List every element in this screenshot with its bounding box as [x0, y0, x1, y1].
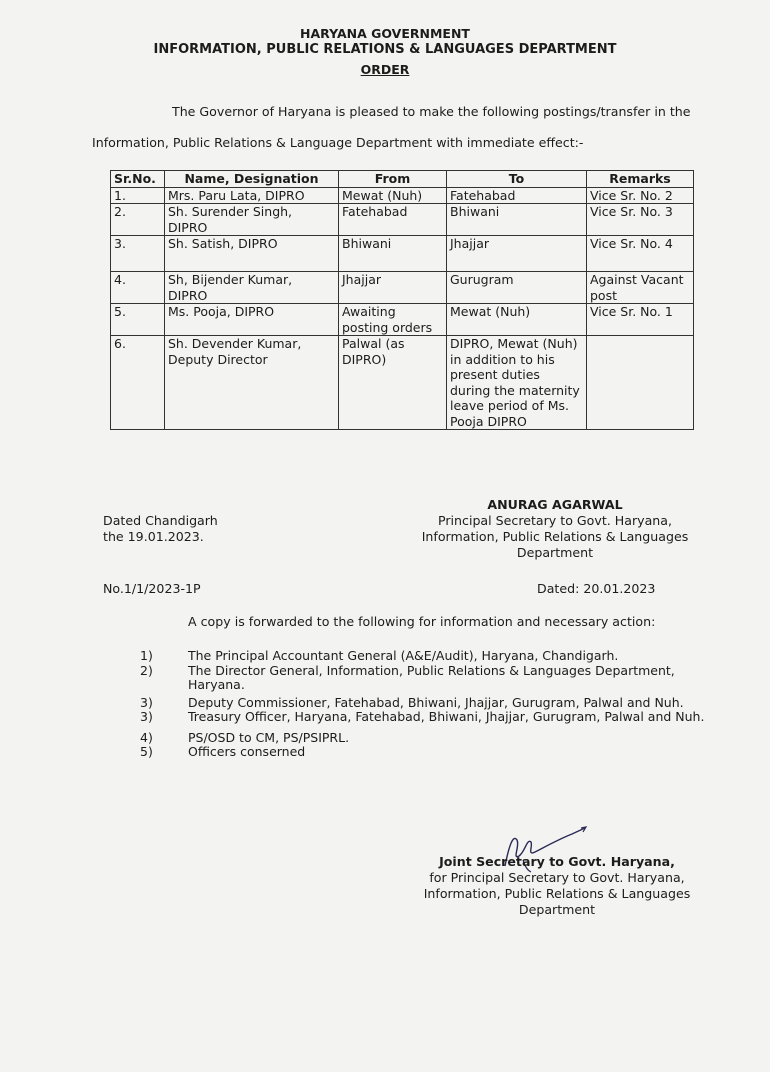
intro-line-2: Information, Public Relations & Language Department with immediate effect:-	[92, 135, 584, 150]
table-header-row	[111, 171, 694, 188]
cell-name: Sh. Surender Singh, DIPRO	[165, 204, 339, 236]
table-row	[111, 187, 694, 204]
list-item	[140, 710, 708, 725]
list-item-number: 2)	[140, 662, 153, 678]
list-item-text: PS/OSD to CM, PS/PSIPRL.	[188, 729, 350, 745]
list-item-number: 4)	[140, 729, 153, 745]
list-item-number: 5)	[140, 744, 153, 759]
dated-date: the 19.01.2023.	[103, 529, 204, 544]
joint-secretary-block	[412, 854, 702, 918]
list-item-text: Officers conserned	[188, 744, 306, 759]
cell-from: Bhiwani	[339, 236, 447, 272]
cell-from: Fatehabad	[339, 204, 447, 236]
list-item	[140, 649, 708, 664]
cell-from: Mewat (Nuh)	[339, 187, 447, 204]
list-item-text: Treasury Officer, Haryana, Fatehabad, Bhiwani, Jhajjar, Gurugram, Palwal and Nuh.	[188, 709, 705, 724]
cell-to: Jhajjar	[447, 236, 587, 272]
col-header-remarks: Remarks	[587, 171, 694, 188]
cell-remarks	[587, 336, 694, 430]
cell-to: DIPRO, Mewat (Nuh) in addition to his present duties during the maternity leave period of Ms. Pooja DIPRO	[447, 336, 587, 430]
cell-remarks: Vice Sr. No. 2	[587, 187, 694, 204]
joint-secretary-title: Joint Secretary to Govt. Haryana,	[439, 854, 675, 869]
list-item	[140, 696, 708, 711]
table-row	[111, 236, 694, 272]
cell-sr: 2.	[111, 204, 165, 236]
list-item-text: Deputy Commissioner, Fatehabad, Bhiwani, Jhajjar, Gurugram, Palwal and Nuh.	[188, 694, 684, 710]
cell-from: Jhajjar	[339, 272, 447, 304]
col-header-from: From	[339, 171, 447, 188]
dated-place: Dated Chandigarh	[103, 513, 218, 528]
table-row	[111, 272, 694, 304]
signatory-block	[410, 497, 700, 561]
cell-name: Sh. Devender Kumar, Deputy Director	[165, 336, 339, 430]
cell-name: Ms. Pooja, DIPRO	[165, 304, 339, 336]
list-item-text: The Director General, Information, Public Relations & Languages Department, Haryana.	[188, 662, 675, 692]
cell-remarks: Vice Sr. No. 1	[587, 304, 694, 336]
reference-date: Dated: 20.01.2023	[537, 581, 656, 596]
reference-number: No.1/1/2023-1P	[103, 581, 201, 596]
signatory-department: Information, Public Relations & Languages	[421, 529, 689, 544]
order-title: ORDER	[360, 62, 410, 77]
col-header-to: To	[447, 171, 587, 188]
joint-secretary-line-3: Information, Public Relations & Languages	[423, 886, 691, 901]
signatory-department-cont: Department	[516, 545, 594, 560]
postings-table	[110, 170, 694, 430]
intro-line-1: The Governor of Haryana is pleased to make the following postings/transfer in the	[172, 104, 691, 119]
list-item-number: 3)	[140, 694, 153, 710]
list-item	[140, 745, 708, 760]
cell-remarks: Against Vacant post	[587, 272, 694, 304]
list-item	[140, 664, 708, 693]
col-header-srno: Sr.No.	[111, 171, 165, 188]
department-heading: INFORMATION, PUBLIC RELATIONS & LANGUAGES DEPARTMENT	[153, 42, 617, 57]
copy-intro: A copy is forwarded to the following for information and necessary action:	[188, 614, 656, 629]
cell-sr: 3.	[111, 236, 165, 272]
order-heading	[0, 62, 770, 77]
list-item-text: The Principal Accountant General (A&E/Audit), Haryana, Chandigarh.	[188, 648, 619, 663]
cell-sr: 1.	[111, 187, 165, 204]
cell-to: Mewat (Nuh)	[447, 304, 587, 336]
list-item-number: 1)	[140, 648, 153, 663]
cell-to: Fatehabad	[447, 187, 587, 204]
cell-sr: 6.	[111, 336, 165, 430]
dated-block	[103, 513, 218, 545]
signatory-title: Principal Secretary to Govt. Haryana,	[437, 513, 673, 528]
list-item-number: 3)	[140, 709, 153, 724]
table-row	[111, 304, 694, 336]
joint-secretary-line-4: Department	[518, 902, 596, 917]
cell-from: Awaiting posting orders	[339, 304, 447, 336]
cell-name: Sh. Satish, DIPRO	[165, 236, 339, 272]
cell-remarks: Vice Sr. No. 4	[587, 236, 694, 272]
cell-name: Sh, Bijender Kumar, DIPRO	[165, 272, 339, 304]
cell-sr: 5.	[111, 304, 165, 336]
signatory-name: ANURAG AGARWAL	[487, 497, 623, 512]
joint-secretary-line-2: for Principal Secretary to Govt. Haryana,	[429, 870, 685, 885]
table-row	[111, 204, 694, 236]
list-item	[140, 731, 708, 746]
cell-sr: 4.	[111, 272, 165, 304]
cell-from: Palwal (as DIPRO)	[339, 336, 447, 430]
cell-to: Gurugram	[447, 272, 587, 304]
cell-name: Mrs. Paru Lata, DIPRO	[165, 187, 339, 204]
copy-list	[140, 649, 708, 760]
cell-to: Bhiwani	[447, 204, 587, 236]
table-row	[111, 336, 694, 430]
col-header-name: Name, Designation	[165, 171, 339, 188]
cell-remarks: Vice Sr. No. 3	[587, 204, 694, 236]
govt-heading: HARYANA GOVERNMENT	[300, 26, 470, 41]
